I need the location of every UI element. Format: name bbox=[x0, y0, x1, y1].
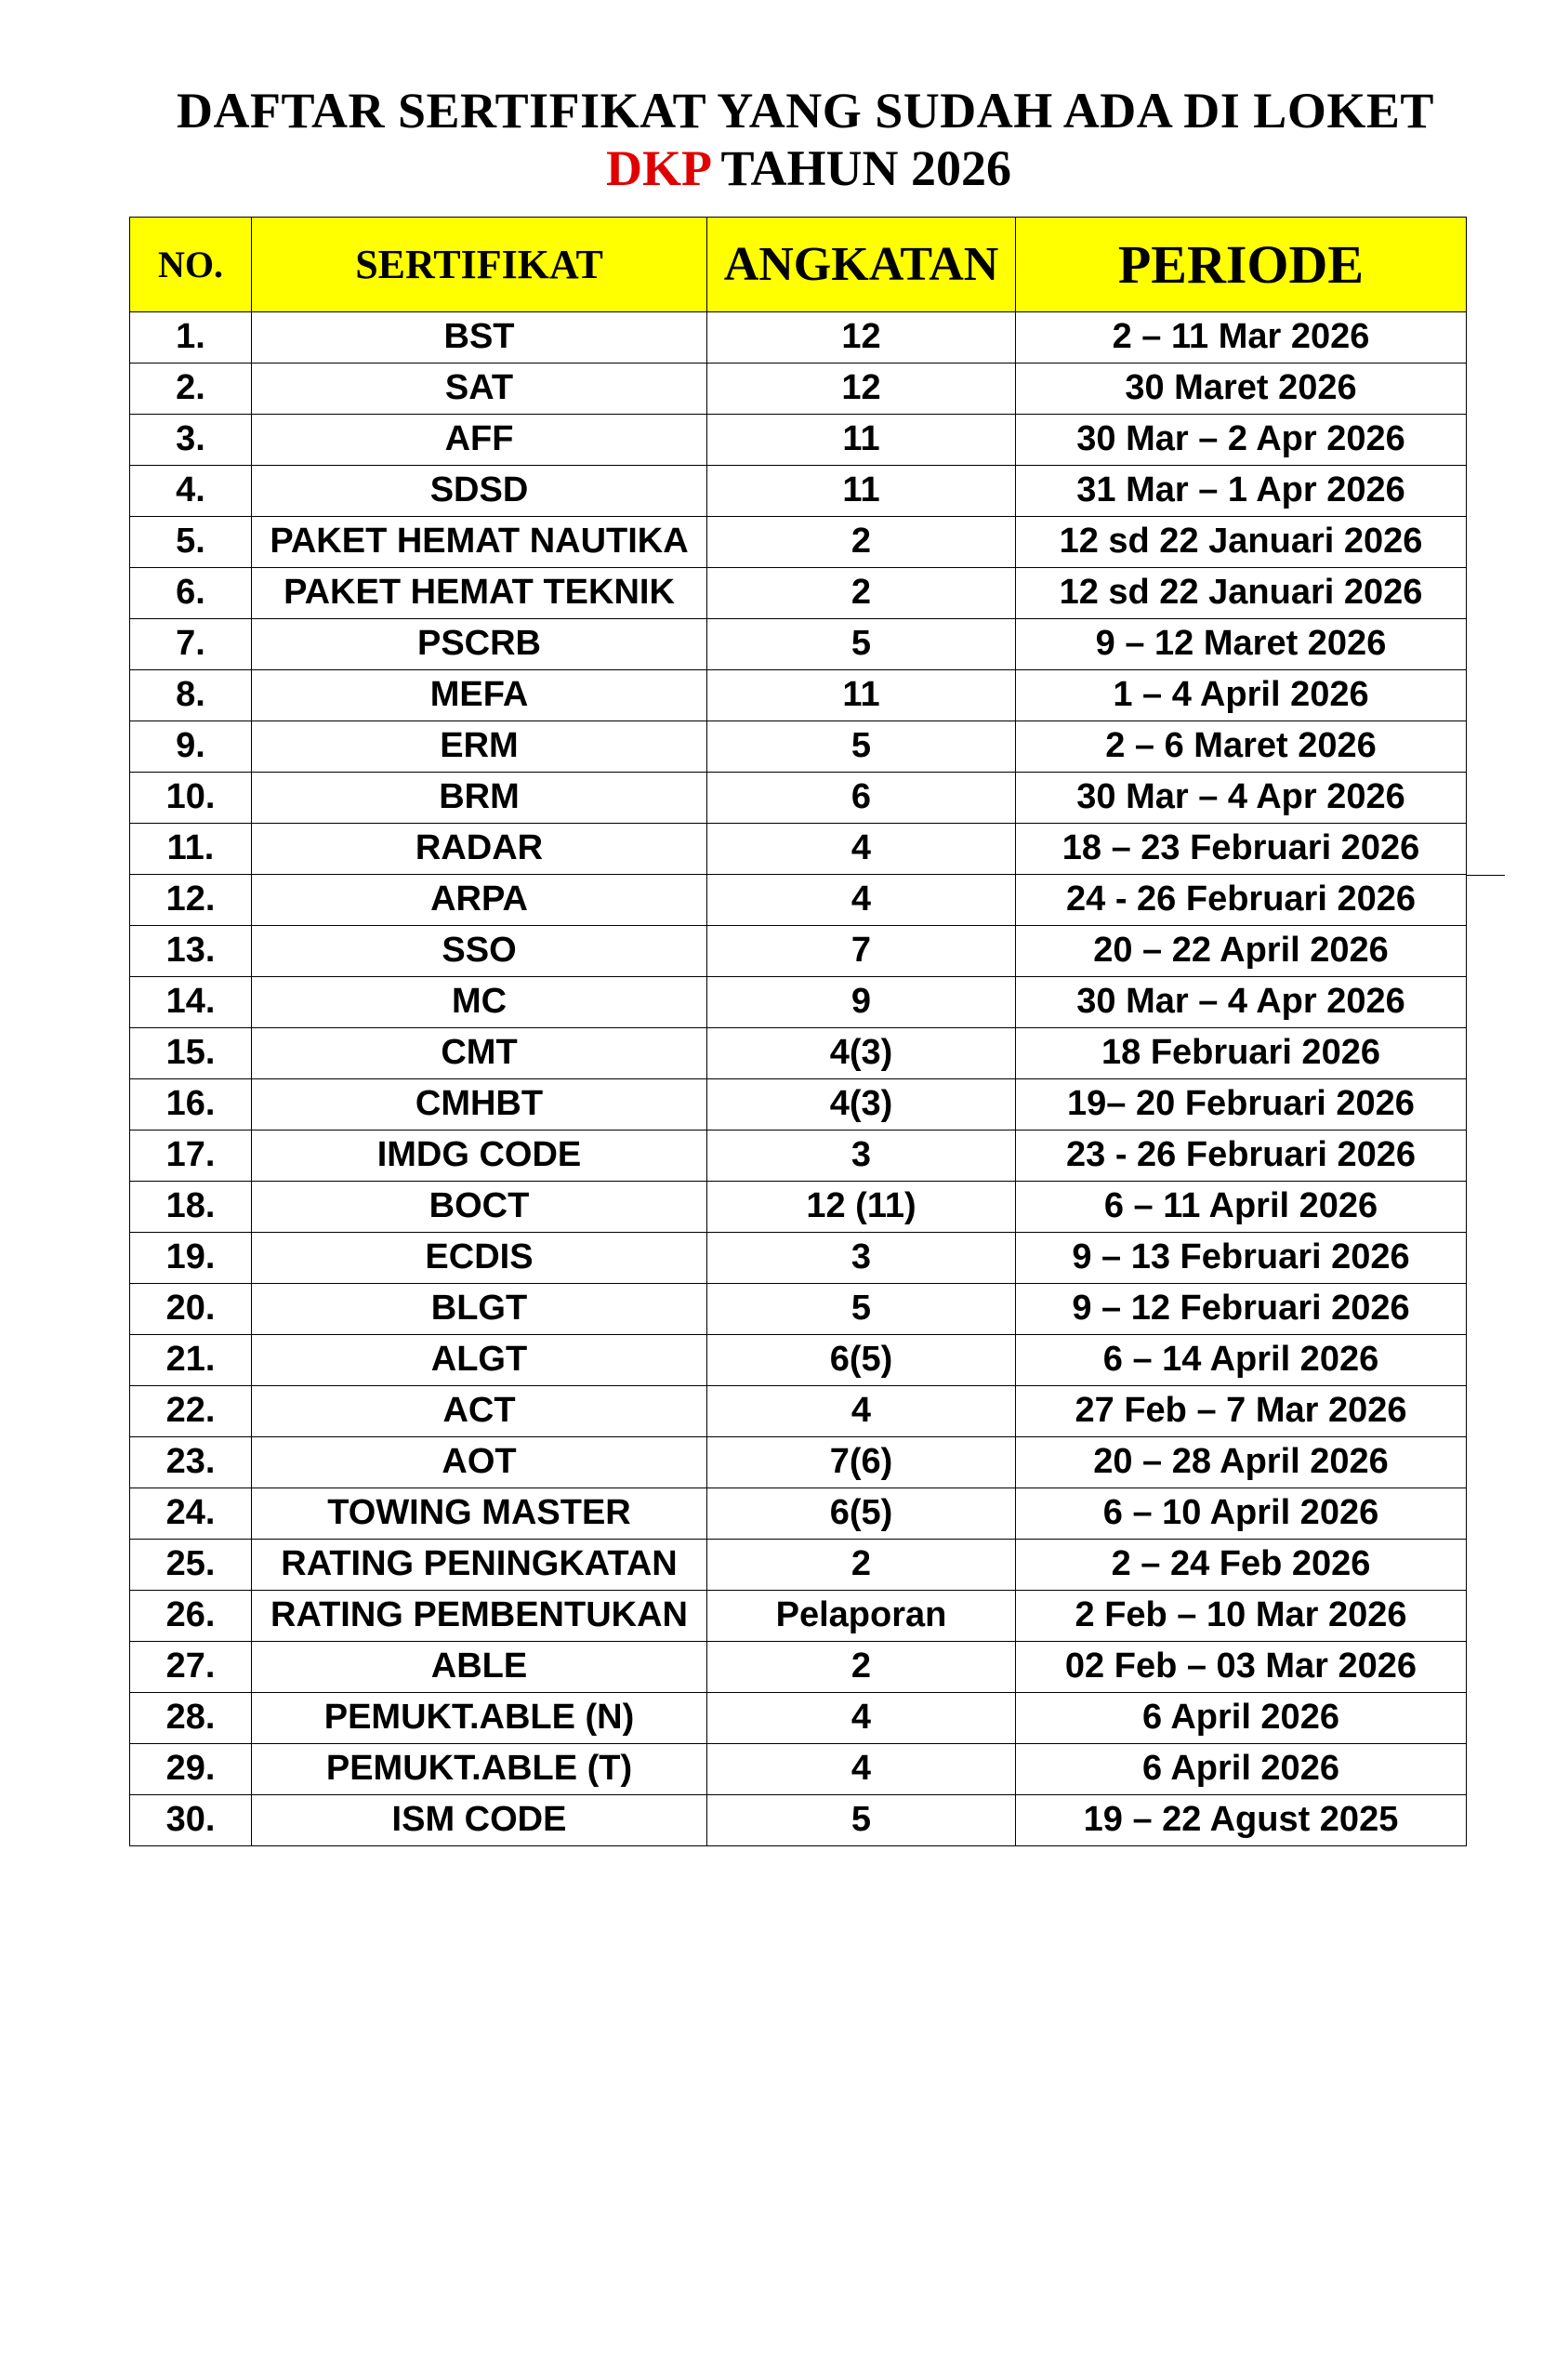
table-row bbox=[130, 824, 1467, 875]
row-sertifikat: BRM bbox=[252, 773, 707, 824]
row-sertifikat: ERM bbox=[252, 721, 707, 773]
row-sertifikat: RADAR bbox=[252, 824, 707, 875]
row-angkatan: 9 bbox=[707, 977, 1016, 1028]
row-angkatan: 4 bbox=[707, 1744, 1016, 1795]
row-sertifikat: RATING PEMBENTUKAN bbox=[252, 1591, 707, 1642]
row-sertifikat: PSCRB bbox=[252, 619, 707, 670]
table-row bbox=[130, 1591, 1467, 1642]
table-row bbox=[130, 1386, 1467, 1437]
row-angkatan: 4 bbox=[707, 1693, 1016, 1744]
row-angkatan: 2 bbox=[707, 568, 1016, 619]
dkp-label: DKP bbox=[605, 140, 709, 196]
row-angkatan: 12 bbox=[707, 312, 1016, 364]
row-no: 16. bbox=[130, 1079, 252, 1130]
table-row bbox=[130, 721, 1467, 773]
row-sertifikat: ECDIS bbox=[252, 1233, 707, 1284]
row-no: 15. bbox=[130, 1028, 252, 1079]
row-angkatan: 12 bbox=[707, 364, 1016, 415]
row-no: 21. bbox=[130, 1335, 252, 1386]
row-no: 1. bbox=[130, 312, 252, 364]
row-periode: 30 Mar – 4 Apr 2026 bbox=[1016, 773, 1467, 824]
header-sertifikat: SERTIFIKAT bbox=[252, 218, 707, 312]
row-angkatan: 5 bbox=[707, 619, 1016, 670]
row-angkatan: 3 bbox=[707, 1233, 1016, 1284]
row-angkatan: 5 bbox=[707, 1795, 1016, 1846]
row-no: 18. bbox=[130, 1182, 252, 1233]
row-periode: 2 – 24 Feb 2026 bbox=[1016, 1540, 1467, 1591]
row-no: 8. bbox=[130, 670, 252, 721]
row-angkatan: 11 bbox=[707, 670, 1016, 721]
table-row bbox=[130, 1182, 1467, 1233]
row-periode: 30 Mar – 2 Apr 2026 bbox=[1016, 415, 1467, 466]
row-no: 13. bbox=[130, 926, 252, 977]
row-no: 28. bbox=[130, 1693, 252, 1744]
row-sertifikat: SAT bbox=[252, 364, 707, 415]
row-periode: 9 – 12 Februari 2026 bbox=[1016, 1284, 1467, 1335]
stray-line bbox=[1466, 875, 1505, 876]
document-subtitle bbox=[0, 139, 1556, 197]
row-periode: 6 – 10 April 2026 bbox=[1016, 1488, 1467, 1540]
header-angkatan: ANGKATAN bbox=[707, 218, 1016, 312]
table-row bbox=[130, 466, 1467, 517]
table-row bbox=[130, 1488, 1467, 1540]
row-no: 20. bbox=[130, 1284, 252, 1335]
row-periode: 18 – 23 Februari 2026 bbox=[1016, 824, 1467, 875]
table-row bbox=[130, 619, 1467, 670]
row-sertifikat: CMT bbox=[252, 1028, 707, 1079]
row-no: 12. bbox=[130, 875, 252, 926]
row-sertifikat: PAKET HEMAT NAUTIKA bbox=[252, 517, 707, 568]
table-row bbox=[130, 415, 1467, 466]
row-sertifikat: PAKET HEMAT TEKNIK bbox=[252, 568, 707, 619]
row-no: 24. bbox=[130, 1488, 252, 1540]
row-periode: 12 sd 22 Januari 2026 bbox=[1016, 517, 1467, 568]
row-periode: 6 April 2026 bbox=[1016, 1744, 1467, 1795]
row-angkatan: 11 bbox=[707, 466, 1016, 517]
table-row bbox=[130, 1642, 1467, 1693]
document-title: DAFTAR SERTIFIKAT YANG SUDAH ADA DI LOKET bbox=[177, 83, 1434, 139]
row-periode: 23 - 26 Februari 2026 bbox=[1016, 1130, 1467, 1182]
row-periode: 9 – 12 Maret 2026 bbox=[1016, 619, 1467, 670]
row-angkatan: 2 bbox=[707, 1540, 1016, 1591]
table-row bbox=[130, 773, 1467, 824]
table-row bbox=[130, 1284, 1467, 1335]
row-no: 27. bbox=[130, 1642, 252, 1693]
row-sertifikat: TOWING MASTER bbox=[252, 1488, 707, 1540]
row-periode: 24 - 26 Februari 2026 bbox=[1016, 875, 1467, 926]
row-periode: 30 Maret 2026 bbox=[1016, 364, 1467, 415]
table-row bbox=[130, 926, 1467, 977]
header-no: NO. bbox=[130, 218, 252, 312]
table-row bbox=[130, 517, 1467, 568]
row-sertifikat: SSO bbox=[252, 926, 707, 977]
row-periode: 2 Feb – 10 Mar 2026 bbox=[1016, 1591, 1467, 1642]
row-angkatan: 5 bbox=[707, 1284, 1016, 1335]
row-no: 14. bbox=[130, 977, 252, 1028]
row-sertifikat: MC bbox=[252, 977, 707, 1028]
row-no: 29. bbox=[130, 1744, 252, 1795]
certificate-table bbox=[129, 217, 1467, 1846]
row-no: 10. bbox=[130, 773, 252, 824]
table-row bbox=[130, 1335, 1467, 1386]
table-row bbox=[130, 1233, 1467, 1284]
row-periode: 20 – 22 April 2026 bbox=[1016, 926, 1467, 977]
row-periode: 19– 20 Februari 2026 bbox=[1016, 1079, 1467, 1130]
row-angkatan: 2 bbox=[707, 517, 1016, 568]
table-row bbox=[130, 977, 1467, 1028]
row-sertifikat: BOCT bbox=[252, 1182, 707, 1233]
row-angkatan: 7(6) bbox=[707, 1437, 1016, 1488]
row-sertifikat: ACT bbox=[252, 1386, 707, 1437]
row-periode: 02 Feb – 03 Mar 2026 bbox=[1016, 1642, 1467, 1693]
row-periode: 31 Mar – 1 Apr 2026 bbox=[1016, 466, 1467, 517]
row-periode: 20 – 28 April 2026 bbox=[1016, 1437, 1467, 1488]
year-label: TAHUN 2026 bbox=[708, 140, 1012, 196]
row-sertifikat: ABLE bbox=[252, 1642, 707, 1693]
row-angkatan: 2 bbox=[707, 1642, 1016, 1693]
row-angkatan: Pelaporan bbox=[707, 1591, 1016, 1642]
row-angkatan: 4(3) bbox=[707, 1079, 1016, 1130]
row-sertifikat: PEMUKT.ABLE (N) bbox=[252, 1693, 707, 1744]
row-angkatan: 6(5) bbox=[707, 1335, 1016, 1386]
row-periode: 2 – 11 Mar 2026 bbox=[1016, 312, 1467, 364]
row-periode: 30 Mar – 4 Apr 2026 bbox=[1016, 977, 1467, 1028]
row-sertifikat: AFF bbox=[252, 415, 707, 466]
row-no: 25. bbox=[130, 1540, 252, 1591]
row-no: 9. bbox=[130, 721, 252, 773]
table-row bbox=[130, 1795, 1467, 1846]
row-angkatan: 12 (11) bbox=[707, 1182, 1016, 1233]
row-periode: 6 – 14 April 2026 bbox=[1016, 1335, 1467, 1386]
row-periode: 6 – 11 April 2026 bbox=[1016, 1182, 1467, 1233]
table-row bbox=[130, 670, 1467, 721]
row-sertifikat: ISM CODE bbox=[252, 1795, 707, 1846]
row-sertifikat: RATING PENINGKATAN bbox=[252, 1540, 707, 1591]
table-row bbox=[130, 1693, 1467, 1744]
row-no: 23. bbox=[130, 1437, 252, 1488]
row-no: 19. bbox=[130, 1233, 252, 1284]
table-row bbox=[130, 364, 1467, 415]
table-header-row bbox=[130, 218, 1467, 312]
row-periode: 18 Februari 2026 bbox=[1016, 1028, 1467, 1079]
header-periode: PERIODE bbox=[1016, 218, 1467, 312]
row-sertifikat: SDSD bbox=[252, 466, 707, 517]
row-sertifikat: MEFA bbox=[252, 670, 707, 721]
row-no: 26. bbox=[130, 1591, 252, 1642]
row-sertifikat: CMHBT bbox=[252, 1079, 707, 1130]
table-row bbox=[130, 568, 1467, 619]
table-row bbox=[130, 1028, 1467, 1079]
row-no: 4. bbox=[130, 466, 252, 517]
table-row bbox=[130, 1540, 1467, 1591]
row-periode: 27 Feb – 7 Mar 2026 bbox=[1016, 1386, 1467, 1437]
table-row bbox=[130, 312, 1467, 364]
row-sertifikat: ALGT bbox=[252, 1335, 707, 1386]
row-no: 22. bbox=[130, 1386, 252, 1437]
row-angkatan: 4 bbox=[707, 824, 1016, 875]
row-periode: 2 – 6 Maret 2026 bbox=[1016, 721, 1467, 773]
row-no: 2. bbox=[130, 364, 252, 415]
row-no: 30. bbox=[130, 1795, 252, 1846]
row-no: 17. bbox=[130, 1130, 252, 1182]
row-sertifikat: ARPA bbox=[252, 875, 707, 926]
row-periode: 9 – 13 Februari 2026 bbox=[1016, 1233, 1467, 1284]
row-periode: 6 April 2026 bbox=[1016, 1693, 1467, 1744]
row-periode: 1 – 4 April 2026 bbox=[1016, 670, 1467, 721]
row-no: 6. bbox=[130, 568, 252, 619]
table-row bbox=[130, 875, 1467, 926]
table-row bbox=[130, 1437, 1467, 1488]
row-angkatan: 4 bbox=[707, 875, 1016, 926]
row-sertifikat: PEMUKT.ABLE (T) bbox=[252, 1744, 707, 1795]
row-angkatan: 5 bbox=[707, 721, 1016, 773]
row-angkatan: 6 bbox=[707, 773, 1016, 824]
row-sertifikat: AOT bbox=[252, 1437, 707, 1488]
row-no: 5. bbox=[130, 517, 252, 568]
row-periode: 19 – 22 Agust 2025 bbox=[1016, 1795, 1467, 1846]
row-sertifikat: BLGT bbox=[252, 1284, 707, 1335]
row-angkatan: 7 bbox=[707, 926, 1016, 977]
row-periode: 12 sd 22 Januari 2026 bbox=[1016, 568, 1467, 619]
row-sertifikat: BST bbox=[252, 312, 707, 364]
table-row bbox=[130, 1079, 1467, 1130]
row-no: 7. bbox=[130, 619, 252, 670]
table-row bbox=[130, 1130, 1467, 1182]
row-angkatan: 3 bbox=[707, 1130, 1016, 1182]
row-angkatan: 6(5) bbox=[707, 1488, 1016, 1540]
row-angkatan: 4 bbox=[707, 1386, 1016, 1437]
row-no: 11. bbox=[130, 824, 252, 875]
row-angkatan: 4(3) bbox=[707, 1028, 1016, 1079]
row-angkatan: 11 bbox=[707, 415, 1016, 466]
row-sertifikat: IMDG CODE bbox=[252, 1130, 707, 1182]
table-row bbox=[130, 1744, 1467, 1795]
row-no: 3. bbox=[130, 415, 252, 466]
